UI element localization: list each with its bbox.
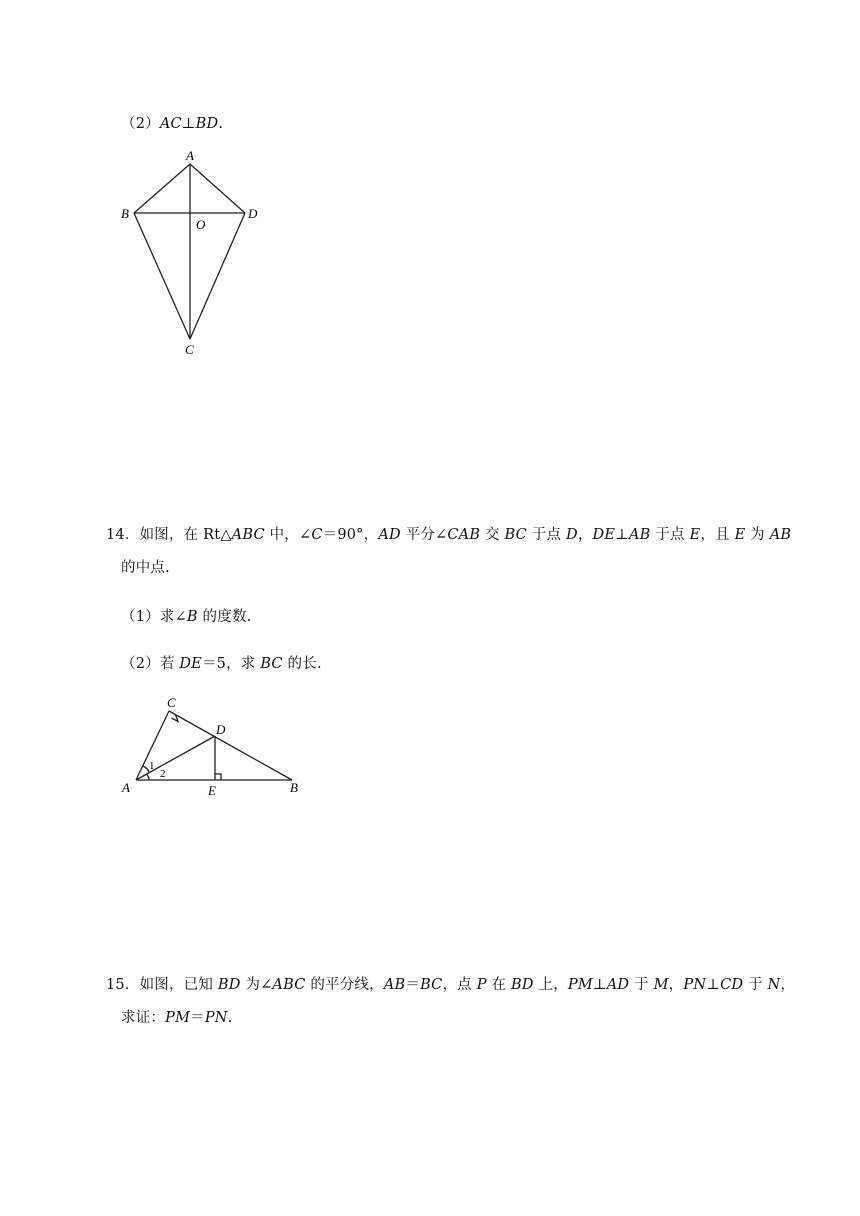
q13-sub2-prefix: （2） [121, 116, 160, 132]
q13-sub2-end: . [218, 116, 224, 132]
q15-m2: ABC [272, 977, 306, 993]
q14-sub1-b: 的度数. [197, 609, 252, 625]
q15-l2m1: PM [165, 1010, 191, 1026]
q15-t9: 于 [629, 977, 654, 993]
q15-m8: AD [606, 977, 630, 993]
q14-m11: AB [769, 527, 792, 543]
q15-l2c: . [227, 1010, 233, 1026]
q14-sub2-m2: BC [260, 656, 283, 672]
label-d: D [216, 722, 226, 737]
q14-t3: ＝90°， [322, 527, 379, 543]
q14-t8: ⊥ [615, 527, 629, 543]
label-b: B [121, 206, 129, 221]
right-triangle-figure [116, 692, 316, 802]
q14-sub1 [121, 605, 251, 626]
q15-t12: 于 [743, 977, 768, 993]
label-c: C [167, 695, 176, 710]
q14-text-line2: 的中点. [121, 560, 170, 576]
q14-m10: E [734, 527, 746, 543]
angle-label-2: 2 [160, 768, 166, 780]
segment-cb [169, 711, 292, 780]
q15-m1: BD [217, 977, 241, 993]
q14-t1: 如图，在 Rt△ [139, 527, 232, 543]
angle-label-1: 1 [149, 760, 155, 772]
q15-m9: M [653, 977, 669, 993]
segment-ad [136, 736, 215, 780]
q15-t10: ， [668, 977, 684, 993]
q14-t7: ， [577, 527, 593, 543]
label-d: D [248, 206, 258, 221]
q13-sub2-text [121, 112, 223, 133]
q14-sub2-b: ＝5，求 [201, 656, 261, 672]
q14-sub2-c: 的长. [282, 656, 322, 672]
q15-t3: 的平分线， [305, 977, 384, 993]
q14-t6: 于点 [526, 527, 566, 543]
q15-t2: 为∠ [240, 977, 273, 993]
q15-m7: PM [567, 977, 593, 993]
q14-number: 14． [106, 527, 140, 543]
q14-t10: ，且 [700, 527, 735, 543]
q14-t2: 中，∠ [264, 527, 312, 543]
q15-l2a: 求证： [121, 1010, 166, 1026]
q13-sub2-math: AC⊥BD [159, 116, 219, 132]
q14-t4: 平分∠ [400, 527, 448, 543]
q15-t5: ，点 [442, 977, 477, 993]
q14-sub2-m1: DE [179, 656, 202, 672]
label-a: A [122, 780, 130, 795]
q14-sub2-a: （2）若 [121, 656, 180, 672]
q15-m4: BC [420, 977, 443, 993]
angle-arc-2 [146, 774, 149, 780]
q15-m6: BD [511, 977, 534, 993]
segment-ad [190, 164, 245, 213]
q14-m8: AB [629, 527, 651, 543]
label-e: E [208, 783, 216, 798]
q15-t6: 在 [486, 977, 511, 993]
label-c: C [185, 342, 194, 357]
q15-t13: ， [780, 977, 796, 993]
q14-text-line1 [106, 523, 791, 544]
q14-t5: 交 [480, 527, 505, 543]
q15-l2m2: PN [204, 1010, 228, 1026]
q14-m4: CAB [447, 527, 481, 543]
q15-t7: 上， [533, 977, 568, 993]
q15-m5: P [476, 977, 487, 993]
label-b: B [290, 780, 298, 795]
q14-m1: ABC [231, 527, 265, 543]
q15-number: 15． [106, 977, 140, 993]
q14-m7: DE [592, 527, 616, 543]
kite-lines [134, 164, 245, 339]
q15-m12: N [767, 977, 781, 993]
q14-sub1-m: B [186, 609, 198, 625]
kite-figure [112, 140, 282, 360]
segment-bc [134, 213, 190, 339]
q14-sub1-a: （1）求∠ [121, 609, 187, 625]
q15-text-line1 [106, 973, 795, 994]
q14-sub2 [121, 652, 322, 673]
q14-t9: 于点 [650, 527, 690, 543]
right-angle-mark-e [215, 774, 221, 780]
q15-m3: AB [383, 977, 406, 993]
q14-m9: E [689, 527, 701, 543]
q14-t11: 为 [745, 527, 770, 543]
q15-t1: 如图，已知 [139, 977, 218, 993]
q15-t11: ⊥ [706, 977, 721, 993]
q15-t8: ⊥ [592, 977, 607, 993]
q15-t4: ＝ [405, 977, 421, 993]
q15-text-line2 [121, 1006, 233, 1027]
q14-m6: D [566, 527, 578, 543]
q14-m3: AD [378, 527, 401, 543]
q15-m10: PN [683, 977, 707, 993]
q15-m11: CD [720, 977, 744, 993]
q14-m2: C [311, 527, 323, 543]
q15-l2b: ＝ [190, 1010, 205, 1026]
q14-m5: BC [504, 527, 527, 543]
label-o: O [196, 217, 206, 232]
segment-ab [134, 164, 190, 213]
label-a: A [186, 148, 194, 163]
